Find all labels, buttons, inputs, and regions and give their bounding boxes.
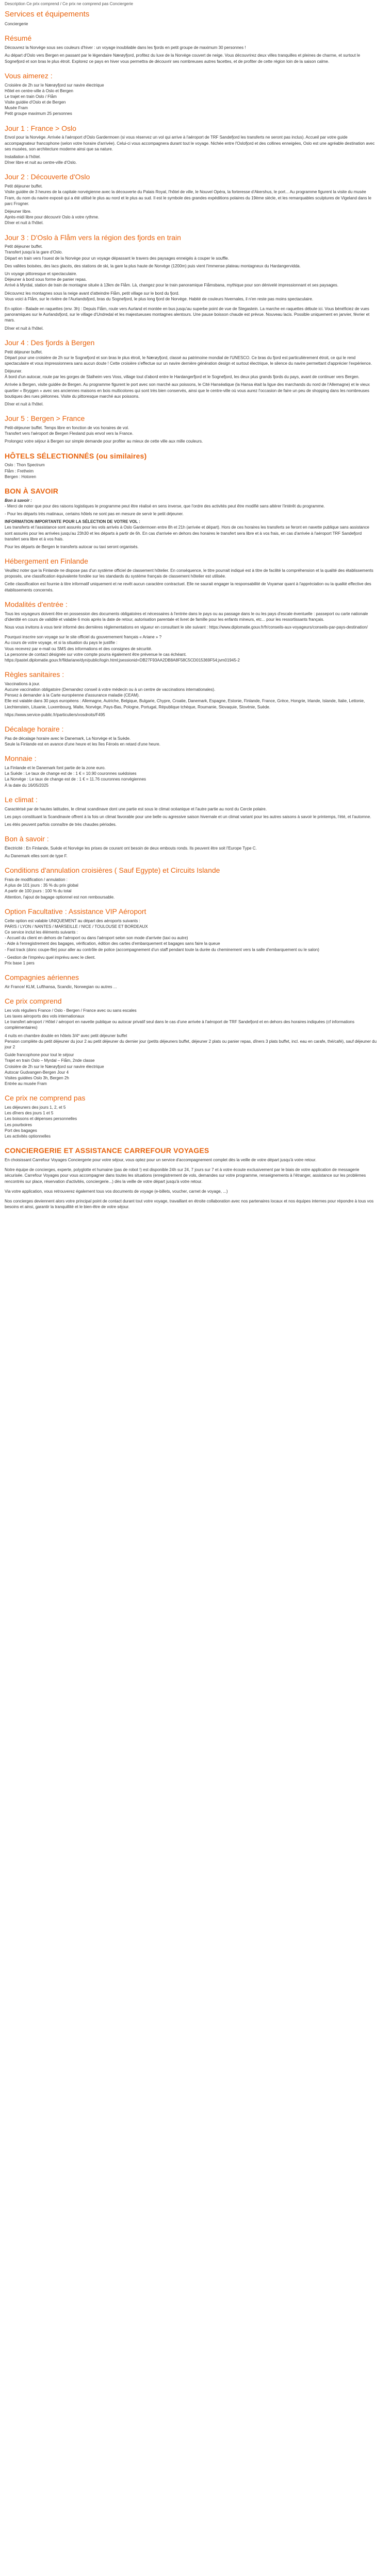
modalites-paragraph: Vous recevrez par e-mail ou SMS des informations et des consignes de sécurité. <box>5 646 152 651</box>
resume-section <box>5 34 377 64</box>
included-item: Le transfert aéroport / Hôtel / aéroport en navette publique ou autocar privatif seul dans le cas d'une arrivée à l'aéroport de TRF Sandefjord et en dehors des horaires indiquées (cf informations complémentaires) <box>5 1020 354 1030</box>
day-paragraph: Après-midi libre pour découvrir Oslo à votre rythme. <box>5 215 100 220</box>
day-paragraph: Petit-déjeuner buffet. Temps libre en fonction de vos horaires de vol. <box>5 426 129 431</box>
conciergerie-paragraph: Nos concierges deviennent alors votre principal point de contact durant tout votre voyage, travaillant en étroite collaboration avec nos partenaires locaux et nos équipes internes pour répondre à tous vos besoins et ainsi, garantir la tranquillité et le bien-être de votre séjour. <box>5 1198 374 1210</box>
hebergement-paragraph: Cette classification est fournie à titre informatif uniquement et ne revêt aucun caractère contractuel. Elle ne saurait engager la responsabilité de Voyamar quant à l'appréciation ou la qualité effective des établissements concernés. <box>5 582 371 592</box>
option-line: - Fast track (donc coupe-file) pour aller au contrôle de police (accompagnement d'un staff pendant toute la durée du cheminement vers la salle d'embarquement ou le salon) <box>5 947 319 952</box>
info-paragraph: Les transferts et l'assistance sont assurés pour les vols arrivés à Oslo Gardermoen entre 8h et 21h (arrivée et départ). Hors de ces horaires les transferts se feront en navette publique sans assistance sont assurés pour les arrivées jusqu'au 23h30 et les départs à partir de 6h. En cas d'arrivée en dehors des horaires le transfert sera libre et à vos frais, en cas d'arrivée à l'aéroport TRF Sandefjord transfert sera libre et à vos frais. <box>5 525 369 541</box>
day-3-title: Jour 3 : D'Oslo à Flåm vers la région des fjords en train <box>5 233 181 242</box>
day-4-title: Jour 4 : Des fjords à Bergen <box>5 338 95 347</box>
conditions-section <box>5 866 377 900</box>
day-paragraph: Dîner et nuit à l'hôtel. <box>5 402 44 407</box>
climat-paragraph: Les pays constituant la Scandinavie offrent à la fois un climat favorable pour une belle ou agressive saison hivernale et un climat variant pour les autres saisons à savoir le printemps, l'été, et l'automne. <box>5 814 371 819</box>
resume-title: Résumé <box>5 34 32 43</box>
day-paragraph: Des vallées boisées, des lacs glacés, des stations de ski, la gare la plus haute de Norvège (1200m) puis vient l'immense plateau montagneux du Hardangervidda. <box>5 263 301 268</box>
sanitaires-paragraph: Pensez à demander à la Carte européenne d'assurance maladie (CEAM). <box>5 693 140 698</box>
bon-savoir-2-paragraph: Au Danemark elles sont de type F. <box>5 854 68 859</box>
day-paragraph: Envol pour la Norvège. Arrivée à l'aéroport d'Oslo Gardermoen (si vous réservez un vol qui arrive à l'aéroport de TRF Sandefjord les transferts ne seront pas inclus). Accueil par votre guide accompagnateur francophone (selon votre horaire d'arrivée). Celui-ci vous accompagnera durant tout le voyage. Nichée entre l'Oslofjord et des collines enneigées, Oslo est une agréable destination avec ses musées, son architecture moderne ainsi que sa nature. <box>5 135 375 151</box>
highlight-item: Croisière de 2h sur le Nærøyfjord sur navire électrique <box>5 82 104 88</box>
day-paragraph: À bord d'un autocar, route par les gorges de Stalheim vers Voss, village tout d'abord entre le Hardangerfjord et le Sognefjord, les deux plus grands fjords du pays, avant de continuer vers Bergen. <box>5 375 360 380</box>
climat-paragraph: Caractérisé par de hautes latitudes, le climat scandinave dont une partie est sous le climat océanique et l'autre partie au nord du Cercle polaire. <box>5 806 267 811</box>
option-title: Option Facultative : Assistance VIP Aéroport <box>5 907 146 916</box>
info-line: - Merci de noter que pour des raisons logistiques le programme peut être réalisé en sens inverse, que l'ordre des activités peut être modifié sans altérer l'intérêt du programme. <box>5 503 325 509</box>
compagnies-section <box>5 973 377 990</box>
day-paragraph: Transfert vers l'aéroport de Bergen Flesland puis envol vers la France. <box>5 431 134 436</box>
day-2-title: Jour 2 : Découverte d'Oslo <box>5 173 90 181</box>
conciergerie-paragraph: Via votre application, vous retrouverez également tous vos documents de voyage (e-billets, voucher, carnet de voyage, ...) <box>5 1189 228 1194</box>
day-paragraph: Arrivé à Myrdal, station de train de montagne située à 13km de Flåm. Là, changez pour le train panoramique Flåmsbana, mythique pour son dénivelé impressionnant et ses paysages. <box>5 283 339 288</box>
excluded-item: Les activités optionnelles <box>5 1134 51 1139</box>
info-heading: INFORMATION IMPORTANTE POUR LA SÉLECTION DE VOTRE VOL : <box>5 519 140 524</box>
climat-section <box>5 795 377 827</box>
bon-savoir-2-paragraph: Électricité : En Finlande, Suède et Norvège les prises de courant ont besoin de deux embouts ronds. Ils peuvent être soit l'Europe Type C. <box>5 845 257 851</box>
hotels-title: HÔTELS SÉLECTIONNÉS (ou similaires) <box>5 451 147 460</box>
decalage-section <box>5 725 377 747</box>
included-item: 4 nuits en chambre double en hôtels 3/4* avec petit déjeuner buffet <box>5 1033 127 1038</box>
decalage-title: Décalage horaire : <box>5 725 64 733</box>
ariane-link[interactable]: https://pastel.diplomatie.gouv.fr/fildariane/dyn/public/login.html;jsessionid=DB27F93AA2DB8A8F58C5CD015369F54;jvm01945-2 <box>5 657 240 663</box>
highlight-item: Visite guidée d'Oslo et de Bergen <box>5 100 66 105</box>
hebergement-paragraph: Veuillez noter que la Finlande ne dispose pas d'un système officiel de classement hôtelier. En conséquence, le titre pourrait indiqué est à titre de facilité la compréhension et la qualité des établissements proposés, une classification équivalente fondée sur les standards du système français de classement hôtelier est utilisée. <box>5 568 373 579</box>
sanitaires-section <box>5 670 377 718</box>
day-paragraph: Dîner et nuit à l'hôtel. <box>5 221 44 226</box>
excluded-item: Les dîners des jours 1 et 5 <box>5 1111 54 1116</box>
prix-comprend-section <box>5 997 377 1087</box>
intro-line: Description Ce prix comprend / Ce prix ne comprend pas Conciergerie <box>5 2 133 6</box>
sanitaires-paragraph: Aucune vaccination obligatoire (Demandez conseil à votre médecin ou à un centre de vaccinations internationales). <box>5 687 216 692</box>
compagnies-title: Compagnies aériennes <box>5 973 79 982</box>
hotel-item: Bergen : Hotoren <box>5 474 36 479</box>
conciergerie-paragraph: Notre équipe de concierges, experte, polyglotte et humaine (pas de robot !) est disponible 24h sur 24, 7 jours sur 7 et à votre écoute exclusivement par le biais de votre application de messagerie sécurisée. Carrefour Voyages pour vous accompagner dans toutes les situations (enregistrement de vols, demandes sur votre programme, renseignements à l'étranger, assistance sur les problèmes rencontrés sur place, réservation d'activités, conciergerie...) dès la veille de votre départ jusqu'à votre retour. <box>5 1167 366 1184</box>
day-paragraph: Prolongez votre séjour à Bergen sur simple demande pour profiter au mieux de cette ville aux mille couleurs. <box>5 439 203 444</box>
hebergement-title: Hébergement en Finlande <box>5 557 88 566</box>
option-line: Cette option est valable UNIQUEMENT au départ des aéroports suivants : <box>5 918 140 923</box>
modalites-title: Modalités d'entrée : <box>5 600 68 608</box>
page-content <box>0 0 382 1222</box>
conditions-line: Attention, l'ajout de bagage optionnel est non remboursable. <box>5 894 115 900</box>
day-paragraph: Départ pour une croisière de 2h sur le Sognefjord et son bras le plus étroit, le Nærøyfjord, classé au patrimoine mondial de l'UNESCO. Ce bras du fjord est particulièrement étroit, ce qui le rend spectaculaire et vous impressionnera sans aucun doute ! Cette croisière s'effectue sur un navire dernière génération design et surtout électrique, le silence du navire permettant d'apprécier l'expérience. <box>5 355 372 366</box>
day-1-section <box>5 124 377 166</box>
included-item: Pension complète du petit déjeuner du jour 2 au petit déjeuner du dernier jour (petits déjeuners buffet, déjeuner 2 plats ou panier repas, dîners 3 plats buffet, incl. eau en carafe, thé/café), sauf déjeuner du jour 2 <box>5 1039 377 1049</box>
included-item: Entrée au musée Fram <box>5 1081 47 1087</box>
excluded-item: Port des bagages <box>5 1128 37 1133</box>
services-title: Services et équipements <box>5 10 90 19</box>
hebergement-section <box>5 557 377 593</box>
day-paragraph: Petit déjeuner buffet. <box>5 184 43 189</box>
day-paragraph: Déjeuner. <box>5 369 23 374</box>
day-paragraph: Arrivée à Bergen, visite guidée de Bergen. Au programme figurent le port avec son marché aux poissons, le Cité Hanséatique (la Hansa était la ligue des marchands du nord de l'Allemagne) et le vieux quartier « Bryggen » avec ses anciennes maisons en bois multicolores qui sont très bien conservés, ainsi que le centre-ville où vous aurez l'occasion de faire un peu de shopping dans les nombreuses boutiques des rues piétonnes. Visite du pittoresque marché aux poissons. <box>5 382 370 399</box>
highlight-item: Hôtel en centre-ville à Oslo et Bergen <box>5 88 73 93</box>
included-item: Les taxes aéroports des vols internationaux <box>5 1014 85 1019</box>
included-item: Croisière de 2h sur le Nærøyfjord sur navire électrique <box>5 1064 104 1069</box>
services-item: Conciergerie <box>5 22 28 27</box>
excluded-item: Les pourboires <box>5 1122 32 1127</box>
highlight-item: Musée Fram <box>5 106 28 111</box>
conditions-line: A partir de 100 jours : 100 % du total <box>5 889 72 894</box>
info-line: - Pour les départs très matinaux, certains hôtels ne sont pas en mesure de servir le petit déjeuner. <box>5 512 184 517</box>
vous-aimerez-title: Vous aimerez : <box>5 71 53 80</box>
climat-title: Le climat : <box>5 795 38 804</box>
resume-paragraph: Découvrez la Norvège sous ses couleurs d'hiver : un voyage inoubliable dans les fjords en petit groupe de maximum 30 personnes ! <box>5 45 246 50</box>
sanitaires-paragraph: Vaccinations à jour. <box>5 681 40 686</box>
conditions-title: Conditions d'annulation croisières ( Sauf Egypte) et Circuits Islande <box>5 866 220 875</box>
option-line: - Accueil du client en dehors de l'aéroport ou dans l'aéroport selon son mode d'arrivée (taxi ou autre) <box>5 936 188 941</box>
day-paragraph: Un voyage pittoresque et spectaculaire. <box>5 272 77 277</box>
hotel-item: Oslo : Thon Spectrum <box>5 463 45 468</box>
service-public-link[interactable]: https://www.service-public.fr/particuliers/vosdroits/F495 <box>5 712 105 717</box>
day-option-paragraph: En option - Balade en raquettes (env. 3h) : Depuis Flåm, route vers Aurland et montée en bus jusqu'au superbe point de vue de Stegastein. La marche en raquettes débute ici. Vous bénéficiez de vues panoramiques sur le Aurlandsfjord, sur le village d'Undredal et les majestueuses montagnes alentours. Une pause boisson chaude est prévue. Nouveau lacis. Possible uniquement en janvier, février et mars. <box>5 306 370 323</box>
option-line: Ce service inclut les éléments suivants : <box>5 929 78 935</box>
day-paragraph: Transfert jusqu'à la gare d'Oslo. <box>5 250 63 255</box>
resume-paragraph: Au départ d'Oslo vers Bergen en passant par le légendaire Nærøyfjord, profitez du luxe de la Norvège couvert de neige. Vous découvrirez deux villes tranquilles et pleines de charme, et surtout le Sognefjord et son bras le plus étroit. Explorez ce pays en hiver vous permettra de découvrir ses nombreuses autres facettes, et de profiter de cette région loin de la saison calme. <box>5 53 361 64</box>
modalites-paragraph: Pourquoi inscrire son voyage sur le site officiel du gouvernement français « Ariane » ? <box>5 635 162 640</box>
day-paragraph: Installation à l'hôtel. <box>5 155 41 160</box>
bon-a-savoir-title: BON À SAVOIR <box>5 486 59 495</box>
bon-savoir-2-section <box>5 835 377 859</box>
conciergerie-paragraph: En choisissant Carrefour Voyages Conciergerie pour votre séjour, vous optez pour un service d'accompagnement complet dès la veille de votre départ jusqu'à votre retour. <box>5 1158 317 1163</box>
included-item: Trajet en train Oslo – Myrdal – Flåm, 2nde classe <box>5 1058 95 1063</box>
conciergerie-section <box>5 1146 377 1210</box>
day-5-section <box>5 414 377 444</box>
day-paragraph: Petit déjeuner buffet. <box>5 244 43 249</box>
highlight-item: Le trajet en train Oslo / Flåm <box>5 94 57 99</box>
monnaie-section <box>5 754 377 788</box>
bon-a-savoir-subtitle: Bon à savoir : <box>5 498 32 503</box>
day-paragraph: Dîner libre et nuit au centre-ville d'Oslo. <box>5 160 77 165</box>
bon-a-savoir-section <box>5 487 377 550</box>
included-item: Guide francophone pour tout le séjour <box>5 1053 74 1058</box>
day-1-title: Jour 1 : France > Oslo <box>5 124 76 132</box>
modalites-paragraph: Tous les voyageurs doivent être en possession des documents obligatoires et nécessaires à l'entrée dans le pays ou au passage dans le ou les pays d'escale éventuelle : passeport ou carte nationale d'identité en cours de validité et valable 6 mois après la date de retour, autorisation parentale et livret de famille pour les enfants mineurs, etc... pour les ressortissants français. <box>5 611 368 622</box>
conditions-line: Frais de modification / annulation : <box>5 877 68 883</box>
excluded-item: Les boissons et dépenses personnelles <box>5 1116 77 1122</box>
climat-paragraph: Les étés peuvent parfois connaître de très chaudes périodes. <box>5 822 117 827</box>
monnaie-line: La Finlande et le Danemark font partie de la zone euro. <box>5 765 106 770</box>
option-section <box>5 907 377 966</box>
day-3-section <box>5 233 377 331</box>
day-2-section <box>5 173 377 226</box>
option-line: PARIS / LYON / NANTES / MARSEILLE / NICE / TOULOUSE ET BORDEAUX <box>5 924 148 929</box>
included-item: Les vols réguliers France / Oslo - Bergen / France avec ou sans escales <box>5 1008 137 1013</box>
modalites-paragraph: La personne de contact désignée sur votre compte pourra également être prévenue le cas échéant. <box>5 652 187 657</box>
highlight-item: Petit groupe maximum 25 personnes <box>5 111 72 116</box>
conditions-line: A plus de 101 jours : 35 % du prix global <box>5 883 78 888</box>
day-paragraph: Départ en train vers l'ouest de la Norvège pour un voyage dépassant le travers des paysages enneigés à couper le souffle. <box>5 256 229 261</box>
hotel-item: Flåm : Fretheim <box>5 468 34 473</box>
option-line: - Aide à l'enregistrement des bagages, vérification, édition des cartes d'embarquement et bagages sans faire la queue <box>5 941 220 946</box>
services-section <box>5 10 377 27</box>
monnaie-title: Monnaie : <box>5 754 37 763</box>
day-4-section <box>5 338 377 407</box>
compagnies-paragraph: Air France/ KLM, Lufthansa, Scandic, Norwegian ou autres ... <box>5 984 117 989</box>
conciergerie-title: CONCIERGERIE ET ASSISTANCE CARREFOUR VOYAGES <box>5 1146 209 1155</box>
day-paragraph: Visite guidée de 3 heures de la capitale norvégienne avec la découverte du Palais Royal, l'hôtel de ville, le Nouvel Opéra, la forteresse d'Akershus, le port... Au programme figurent la visite du musée Fram, du nom du navire exposé qui a été utilisé le plus au nord et le plus au sud. Il est le symbole des grandes expéditions polaires du 19ème siècle, et les remarquables sculptures de Vigeland dans le parc Frogner. <box>5 190 371 206</box>
day-paragraph: Vous voici à Flåm, sur le rivière de l'Aurlandsfjord, bras du Sognefjord, le plus long fjord de Norvège. Habité de couleurs hivernales, il n'en reste pas moins spectaculaire. <box>5 296 314 301</box>
monnaie-line: La Norvège : Le taux de change est de : 1 € = 11.76 couronnes norvégiennes <box>5 777 146 782</box>
day-paragraph: Découvrez les montagnes sous la neige avant d'atteindre Flåm, petit village sur le bord du fjord. <box>5 291 180 296</box>
option-line: Prix base 1 pers <box>5 960 35 965</box>
option-line: - Gestion de l'imprévu quel imprévu avec le client. <box>5 955 96 960</box>
decalage-paragraph: Seule la Finlande est en avance d'une heure et les îles Féroés en retard d'une heure. <box>5 741 160 747</box>
hotels-section <box>5 452 377 480</box>
prix-comprend-title: Ce prix comprend <box>5 997 62 1006</box>
modalites-paragraph: Au cours de votre voyage, et si la situation du pays le justifie : <box>5 640 118 646</box>
modalites-section <box>5 600 377 663</box>
modalites-paragraph: Nous vous invitons à vous tenir informé des dernières réglementations en vigueur en consultant le site suivant : https://www.diplomatie.gouv.fr/fr/conseils-aux-voyageurs/conseils-par-pays-destination/ <box>5 624 368 630</box>
monnaie-line: À la date du 16/05/2025 <box>5 783 48 788</box>
monnaie-line: La Suède : Le taux de change est de : 1 € = 10.90 couronnes suédoises <box>5 771 137 776</box>
prix-ne-comprend-section <box>5 1094 377 1139</box>
decalage-paragraph: Pas de décalage horaire avec le Danemark, La Norvège et la Suède. <box>5 736 131 741</box>
included-item: Autocar Gudvangen-Bergen Jour 4 <box>5 1070 69 1075</box>
day-5-title: Jour 5 : Bergen > France <box>5 414 85 423</box>
vous-aimerez-section <box>5 72 377 117</box>
day-paragraph: Dîner et nuit à l'hôtel. <box>5 326 44 331</box>
day-paragraph: Déjeuner libre. <box>5 209 32 214</box>
day-paragraph: Petit déjeuner buffet. <box>5 349 43 354</box>
sanitaires-paragraph: Elle est valable dans 30 pays européens : Allemagne, Autriche, Belgique, Bulgarie, Chypre, Croatie, Danemark, Espagne, Estonie, Finlande, France, Grèce, Hongrie, Irlande, Islande, Italie, Lettonie, Liechtenstein, Lituanie, Luxembourg, Malte, Norvège, Pays-Bas, Pologne, Portugal, République tchèque, Roumanie, Slovaquie, Slovénie, Suède. <box>5 699 365 709</box>
included-item: Visites guidées Oslo 3h, Bergen 2h <box>5 1075 69 1080</box>
bon-savoir-2-title: Bon à savoir : <box>5 835 49 843</box>
day-paragraph: Déjeuner à bord sous forme de panier repas. <box>5 277 87 282</box>
info-paragraph: Pour les départs de Bergen le transferts autocar ou taxi seront organisés. <box>5 545 139 550</box>
sanitaires-title: Règles sanitaires : <box>5 670 64 679</box>
excluded-item: Les déjeuners des jours 1, 2, et 5 <box>5 1105 66 1110</box>
prix-ne-comprend-title: Ce prix ne comprend pas <box>5 1094 86 1103</box>
